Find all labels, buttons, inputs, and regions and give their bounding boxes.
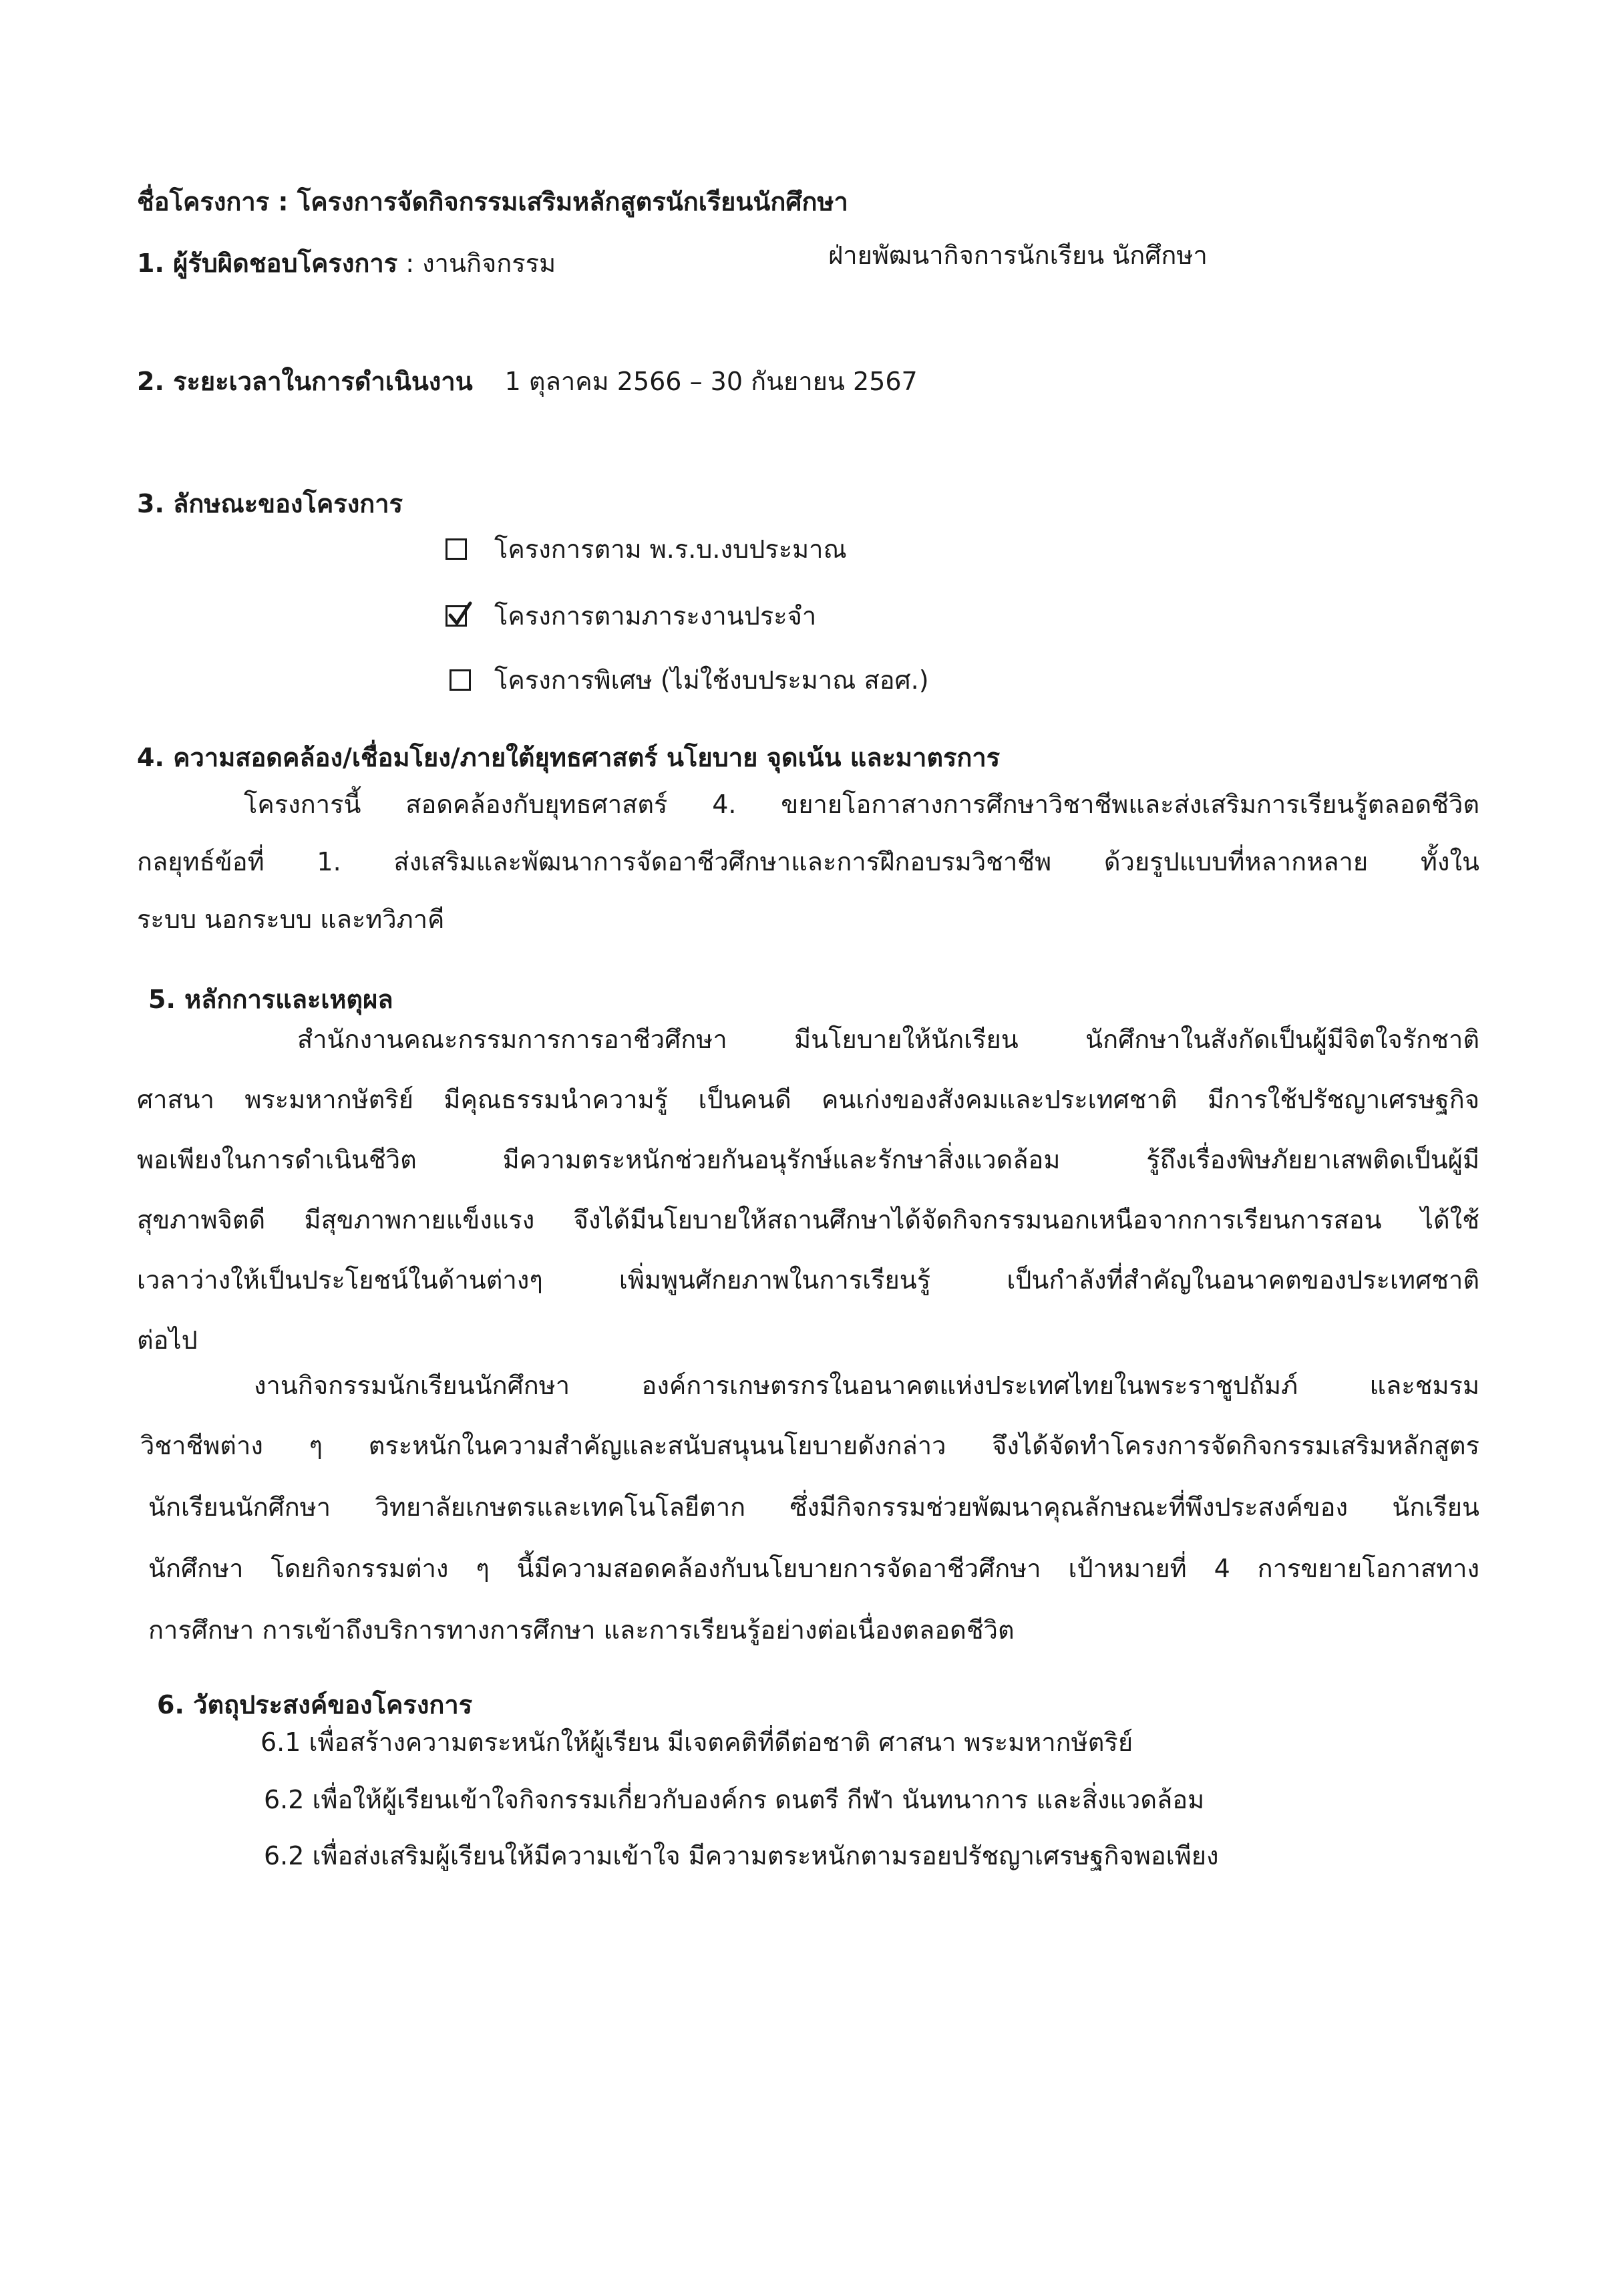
section-4-line-3: ระบบ นอกระบบ และทวิภาคี [137,905,445,934]
check-mark-icon [445,601,474,630]
section-5-label: 5. หลักการและเหตุผล [148,985,393,1014]
section-2-row [137,364,918,399]
section-3-label: 3. ลักษณะของโครงการ [137,489,403,518]
section-5-p1-line-5: เวลาว่างให้เป็นประโยชน์ในด้านต่างๆ เพิ่มพูนศักยภาพในการเรียนรู้ เป็นกำลังที่สำคัญในอนาคตของประเทศชาติ [137,1265,1479,1295]
objective-item: 6.2 เพื่อส่งเสริมผู้เรียนให้มีความเข้าใจ มีความตระหนักตามรอยปรัชญาเศรษฐกิจพอเพียง [264,1841,1219,1870]
option-label-budget-act: โครงการตาม พ.ร.บ.งบประมาณ [494,534,847,564]
section-5-p1-line-6: ต่อไป [137,1325,198,1355]
option-label-special-project: โครงการพิเศษ (ไม่ใช้งบประมาณ สอศ.) [494,665,929,695]
section-5-p1-line-4: สุขภาพจิตดี มีสุขภาพกายแข็งแรง จึงได้มีนโยบายให้สถานศึกษาได้จัดกิจกรรมนอกเหนือจากการเรียนการสอน ได้ใช้ [137,1205,1479,1235]
checkbox-budget-act[interactable] [445,538,467,560]
option-label-routine-work: โครงการตามภาระงานประจำ [494,601,817,631]
section-2-label: 2. ระยะเวลาในการดำเนินงาน [137,367,473,396]
section-5-p2-line-5: การศึกษา การเข้าถึงบริการทางการศึกษา และการเรียนรู้อย่างต่อเนื่องตลอดชีวิต [148,1615,1015,1645]
section-5-p2-line-4: นักศึกษา โดยกิจกรรมต่าง ๆ นี้มีความสอดคล้องกับนโยบายการจัดอาชีวศึกษา เป้าหมายที่ 4 การขยายโอกาสทาง [148,1554,1479,1583]
section-1-row [137,246,556,281]
section-6-label: 6. วัตถุประสงค์ของโครงการ [157,1690,473,1719]
checkbox-special-project[interactable] [450,669,471,691]
section-4-line-1: โครงการนี้ สอดคล้องกับยุทธศาสตร์ 4. ขยายโอกาสางการศึกษาวิชาชีพและส่งเสริมการเรียนรู้ตลอดชีวิต [244,790,1479,819]
section-5-p1-line-1: สำนักงานคณะกรรมการการอาชีวศึกษา มีนโยบายให้นักเรียน นักศึกษาในสังกัดเป็นผู้มีจิตใจรักชาติ [297,1025,1479,1054]
objective-item: 6.1 เพื่อสร้างความตระหนักให้ผู้เรียน มีเจตคติที่ดีต่อชาติ ศาสนา พระมหากษัตริย์ [260,1728,1133,1757]
project-name-value: : โครงการจัดกิจกรรมเสริมหลักสูตรนักเรียนนักศึกษา [269,187,848,216]
section-2-value: 1 ตุลาคม 2566 – 30 กันยายน 2567 [504,367,918,396]
section-4-line-2: กลยุทธ์ข้อที่ 1. ส่งเสริมและพัฒนาการจัดอาชีวศึกษาและการฝึกอบรมวิชาชีพ ด้วยรูปแบบที่หลากหลาย ทั้งใน [137,847,1479,876]
objective-item: 6.2 เพื่อให้ผู้เรียนเข้าใจกิจกรรมเกี่ยวกับองค์กร ดนตรี กีฬา นันทนาการ และสิ่งแวดล้อม [264,1785,1205,1814]
section-1-dept: ฝ่ายพัฒนากิจการนักเรียน นักศึกษา [828,240,1208,270]
section-5-p1-line-2: ศาสนา พระมหากษัตริย์ มีคุณธรรมนำความรู้ เป็นคนดี คนเก่งของสังคมและประเทศชาติ มีการใช้ปรัชญาเศรษฐกิจ [137,1085,1479,1114]
section-1-label: 1. ผู้รับผิดชอบโครงการ [137,249,398,278]
checkbox-routine-work[interactable] [445,605,467,627]
section-4-label: 4. ความสอดคล้อง/เชื่อมโยง/ภายใต้ยุทธศาสตร์ นโยบาย จุดเน้น และมาตรการ [137,743,1001,772]
project-name-row [137,184,848,219]
project-name-label: ชื่อโครงการ [137,187,270,216]
section-5-p2-line-3: นักเรียนนักศึกษา วิทยาลัยเกษตรและเทคโนโลยีตาก ซึ่งมีกิจกรรมช่วยพัฒนาคุณลักษณะที่พึงประสงค์ของ นักเรียน [148,1492,1479,1522]
section-1-value: : งานกิจกรรม [397,249,556,278]
section-5-p2-line-2: วิชาชีพต่าง ๆ ตระหนักในความสำคัญและสนับสนุนนโยบายดังกล่าว จึงได้จัดทำโครงการจัดกิจกรรมเสริมหลักสูตร [140,1431,1479,1460]
section-5-p2-line-1: งานกิจกรรมนักเรียนนักศึกษา องค์การเกษตรกรในอนาคตแห่งประเทศไทยในพระราชูปถัมภ์ และชมรม [254,1371,1479,1400]
section-5-p1-line-3: พอเพียงในการดำเนินชีวิต มีความตระหนักช่วยกันอนุรักษ์และรักษาสิ่งแวดล้อม รู้ถึงเรื่องพิษภัยยาเสพติดเป็นผู้มี [137,1145,1479,1174]
